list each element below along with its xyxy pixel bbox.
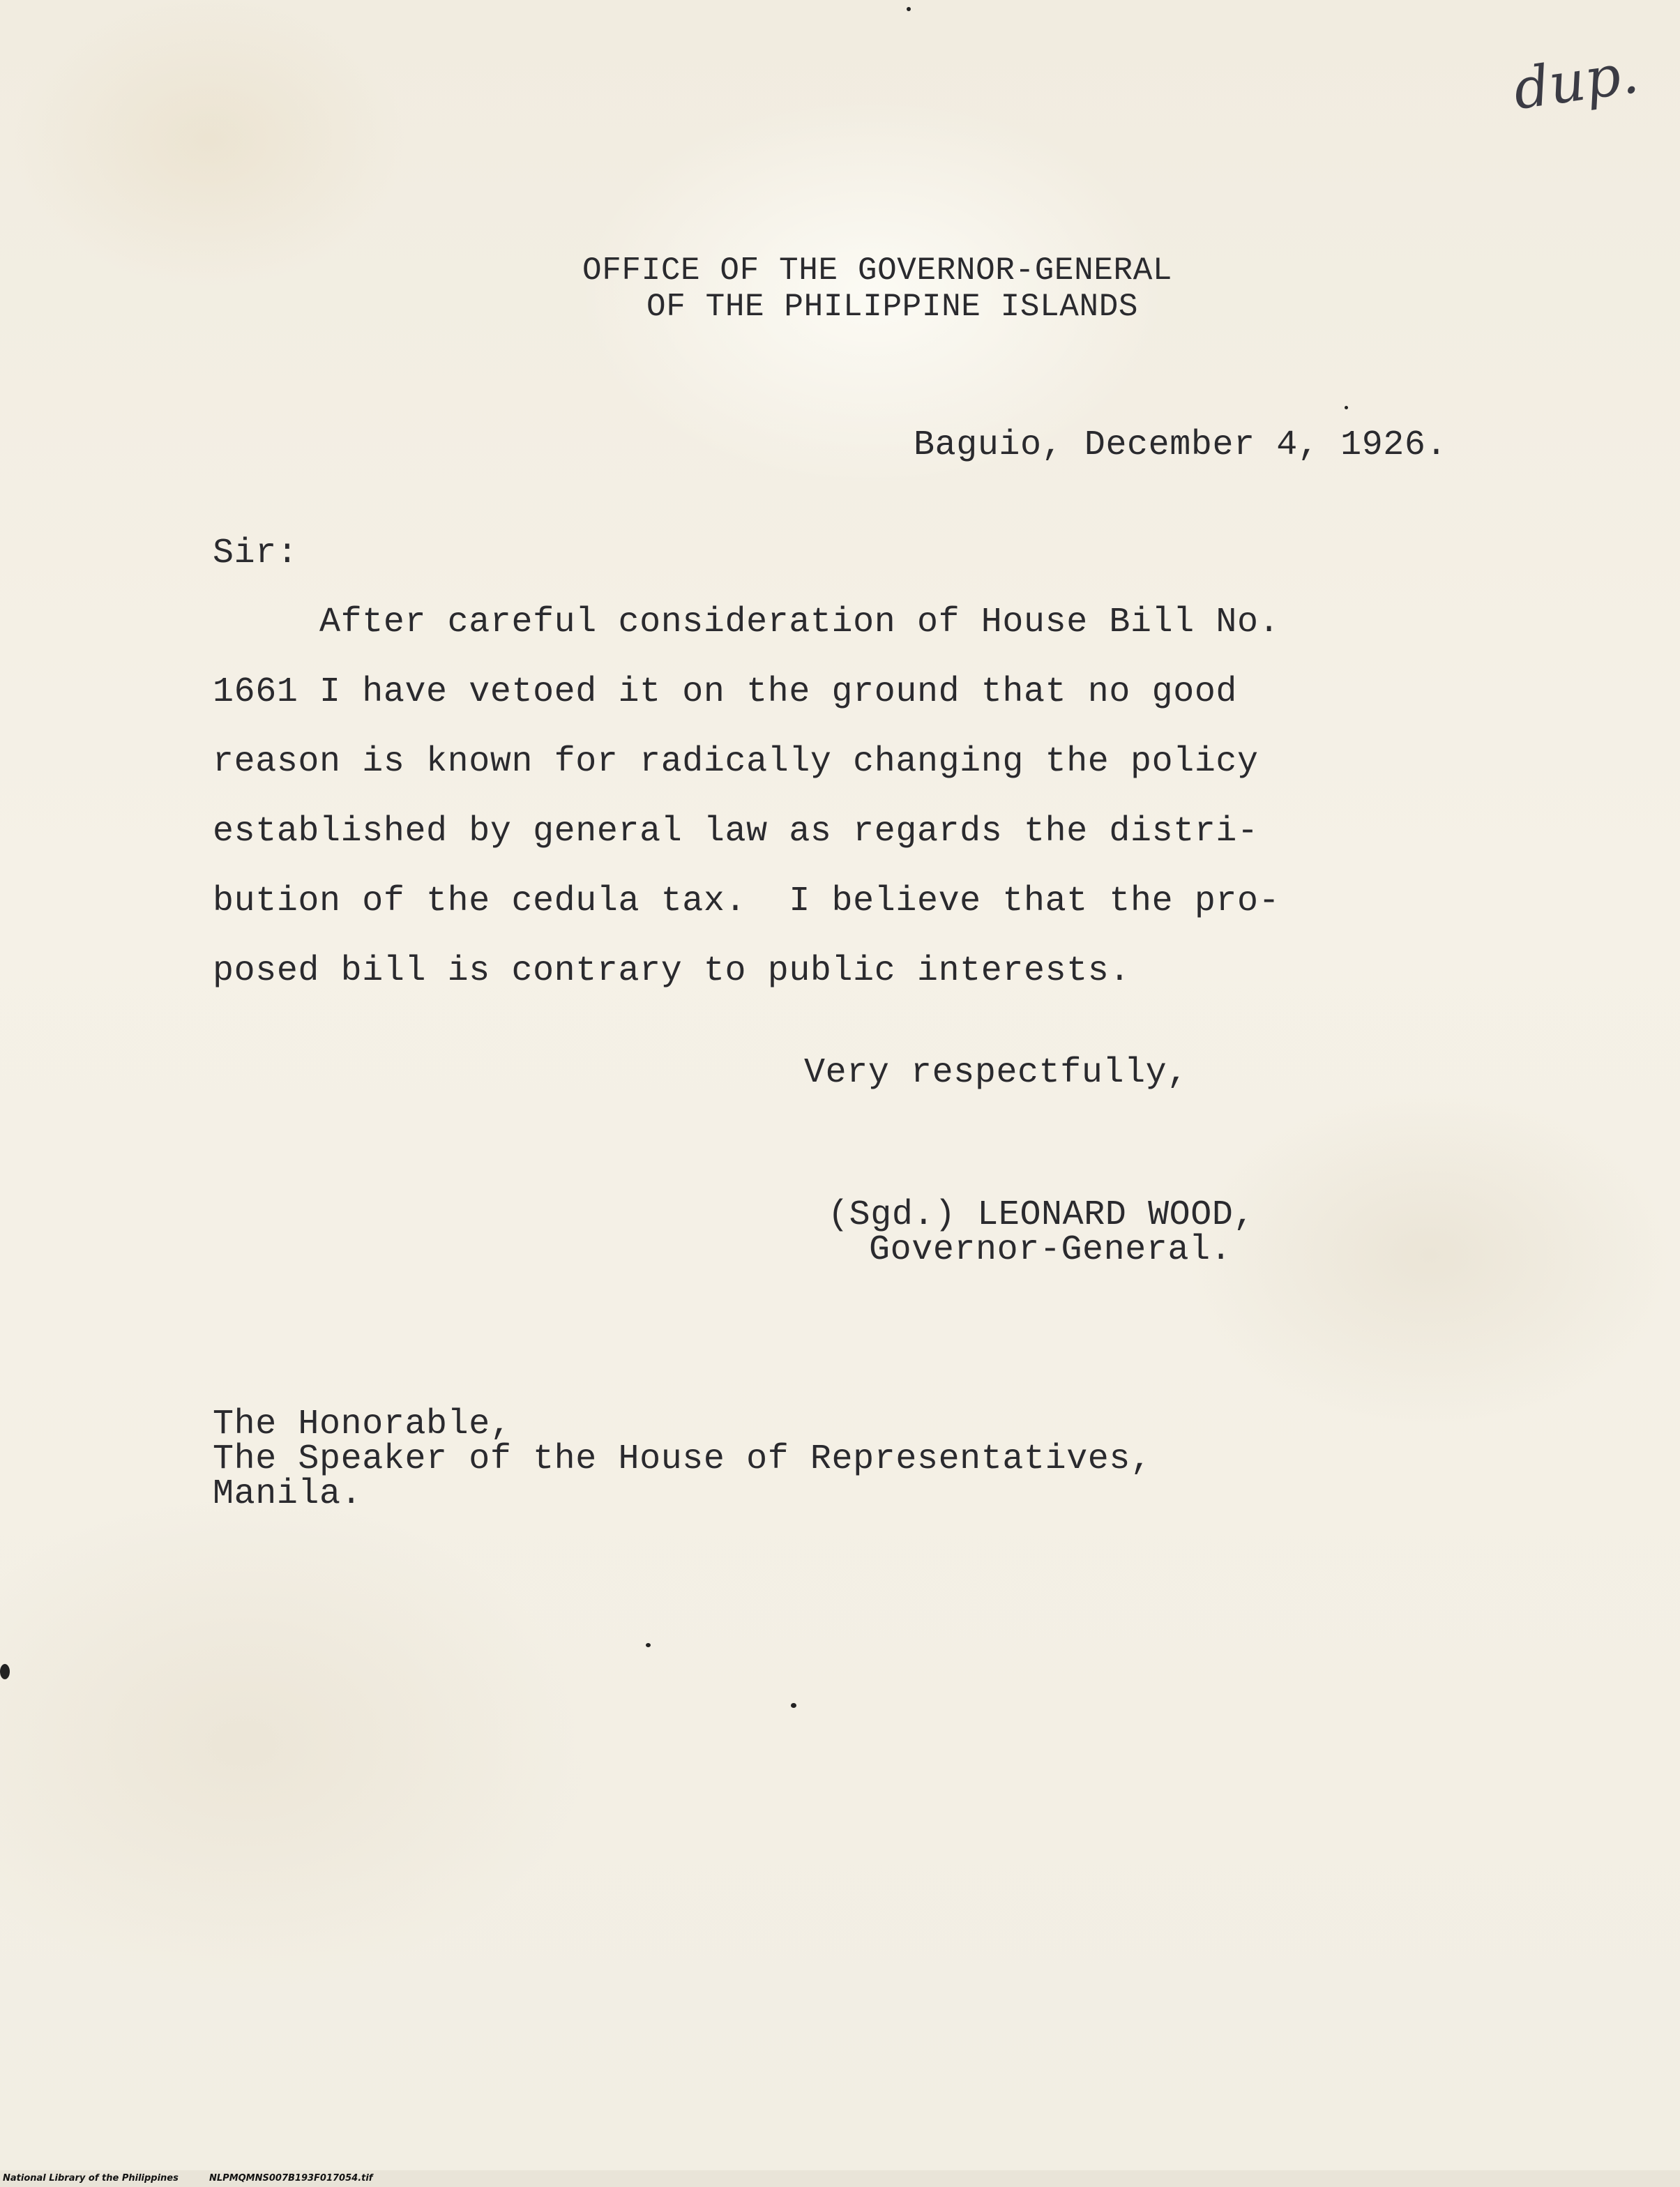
footer-library: National Library of the Philippines	[3, 2173, 179, 2184]
addressee-line-1: The Honorable,	[213, 1405, 512, 1444]
body-line: posed bill is contrary to public interests.	[213, 951, 1131, 991]
handwritten-annotation: dup.	[1509, 40, 1642, 123]
addressee-line-3: Manila.	[213, 1474, 363, 1514]
paper-speck	[0, 1664, 10, 1679]
paper-speck	[646, 1643, 651, 1647]
salutation: Sir:	[213, 533, 298, 573]
body-line: 1661 I have vetoed it on the ground that no good	[213, 672, 1238, 712]
dateline: Baguio, December 4, 1926.	[914, 425, 1448, 465]
letterhead-line-1: OFFICE OF THE GOVERNOR-GENERAL	[582, 252, 1173, 289]
signature-title: Governor-General.	[869, 1230, 1232, 1270]
paper-speck	[1345, 406, 1348, 409]
signature-name: (Sgd.) LEONARD WOOD,	[828, 1195, 1255, 1235]
paper-speck	[907, 7, 911, 11]
letterhead-line-2: OF THE PHILIPPINE ISLANDS	[646, 289, 1139, 325]
body-line: established by general law as regards the distri-	[213, 812, 1259, 852]
closing: Very respectfully,	[804, 1053, 1188, 1093]
body-line: reason is known for radically changing the policy	[213, 742, 1259, 782]
footer-file-id: NLPMQMNS007B193F017054.tif	[209, 2173, 373, 2184]
body-line: bution of the cedula tax. I believe that the pro-	[213, 881, 1280, 921]
paper-speck	[791, 1703, 796, 1708]
addressee-line-2: The Speaker of the House of Representatives,	[213, 1439, 1152, 1479]
body-line: After careful consideration of House Bill No.	[213, 603, 1280, 642]
